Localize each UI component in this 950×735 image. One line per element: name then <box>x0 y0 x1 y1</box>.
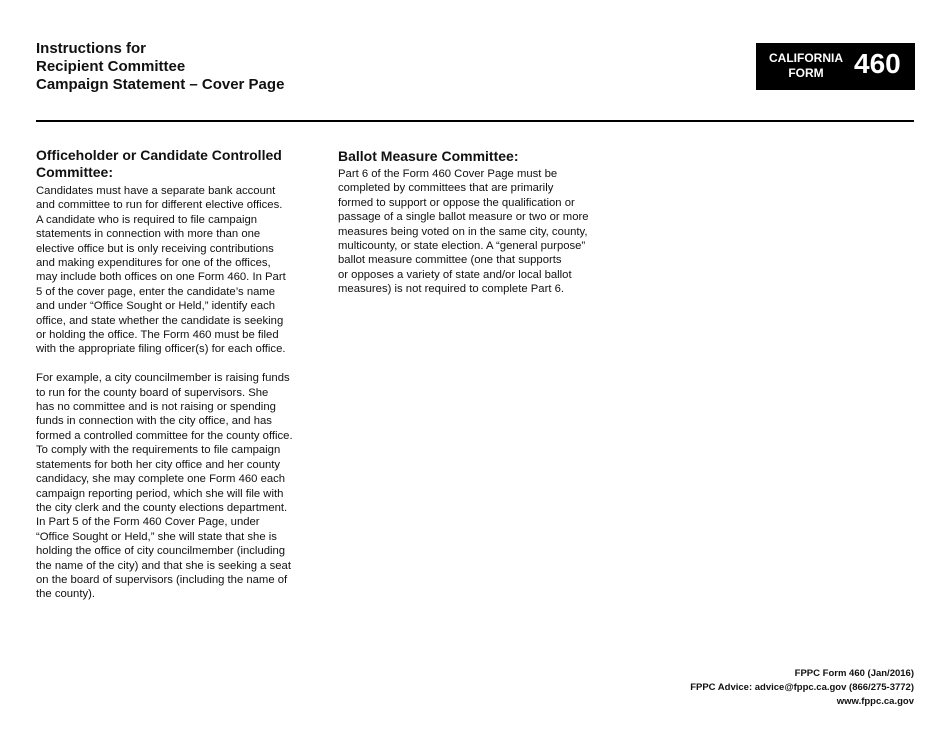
title-line: Recipient Committee <box>36 58 186 75</box>
advice-contact: FPPC Advice: advice@fppc.ca.gov (866/275-3772) <box>690 682 914 693</box>
text-line: and making expenditures for one of the offices, <box>36 257 271 270</box>
section-heading: Ballot Measure Committee: <box>338 148 519 164</box>
text-line: statements for both her city office and her county <box>36 458 281 471</box>
text-line: and committee to run for different elective offices. <box>36 199 283 212</box>
text-line: Candidates must have a separate bank account <box>36 185 276 197</box>
website: www.fppc.ca.gov <box>836 696 914 707</box>
paragraph <box>36 371 326 602</box>
text-line: measures being voted on in the same city, county, <box>338 225 588 238</box>
page-footer <box>690 667 914 709</box>
text-line: formed a controlled committee for the county office. <box>36 429 293 442</box>
text-line: multicounty, or state election. A “general purpose” <box>338 240 586 253</box>
text-line: to run for the county board of supervisors. She <box>36 386 269 399</box>
form-badge-label <box>764 51 848 81</box>
text-line: ballot measure committee (one that supports <box>338 254 562 267</box>
text-line: campaign reporting period, which she will file with <box>36 487 284 500</box>
text-line: 5 of the cover page, enter the candidate’s name <box>36 285 276 298</box>
text-line: For example, a city councilmember is raising funds <box>36 372 290 385</box>
heading-line: Committee: <box>36 164 114 180</box>
header-divider <box>36 120 914 122</box>
page-title <box>36 40 284 94</box>
text-line: the city clerk and the county elections department. <box>36 501 288 514</box>
ballot-measure-section <box>338 148 628 297</box>
text-line: and under “Office Sought or Held,” identify each <box>36 300 276 313</box>
text-line: or opposes a variety of state and/or local ballot <box>338 268 572 281</box>
paragraph-spacer <box>36 357 326 371</box>
text-line: has no committee and is not raising or spending <box>36 401 276 414</box>
text-line: holding the office of city councilmember (including <box>36 545 286 558</box>
paragraph <box>338 167 628 297</box>
text-line: the county). <box>36 588 96 601</box>
text-line: completed by committees that are primarily <box>338 182 554 195</box>
badge-label-line: FORM <box>788 66 824 80</box>
text-line: on the board of supervisors (including the name of <box>36 573 288 586</box>
text-line: funds in connection with the city office, and has <box>36 415 272 428</box>
paragraph <box>36 184 326 357</box>
text-line: Part 6 of the Form 460 Cover Page must be <box>338 168 558 180</box>
text-line: measures) is not required to complete Part 6. <box>338 283 565 296</box>
form-number: 460 <box>854 48 901 79</box>
title-line: Instructions for <box>36 40 147 57</box>
text-line: statements in connection with more than one <box>36 228 261 241</box>
text-line: To comply with the requirements to file campaign <box>36 444 281 457</box>
form-badge <box>756 43 915 90</box>
text-line: with the appropriate filing officer(s) for each office. <box>36 343 286 356</box>
text-line: A candidate who is required to file campaign <box>36 213 258 226</box>
section-heading <box>36 147 326 181</box>
badge-label-line: CALIFORNIA <box>769 51 843 65</box>
text-line: office, and state whether the candidate is seeking <box>36 314 284 327</box>
text-line: passage of a single ballot measure or two or more <box>338 211 589 224</box>
text-line: candidacy, she may complete one Form 460 each <box>36 473 286 486</box>
text-line: elective office but is only receiving contributions <box>36 242 274 255</box>
title-line: Campaign Statement – Cover Page <box>36 76 285 93</box>
text-line: formed to support or oppose the qualification or <box>338 196 575 209</box>
officeholder-section <box>36 147 326 602</box>
text-line: may include both offices on one Form 460. In Part <box>36 271 286 284</box>
heading-line: Officeholder or Candidate Controlled <box>36 147 282 163</box>
form-id: FPPC Form 460 (Jan/2016) <box>794 668 914 679</box>
text-line: In Part 5 of the Form 460 Cover Page, under <box>36 516 260 529</box>
text-line: “Office Sought or Held,” she will state that she is <box>36 530 277 543</box>
text-line: the name of the city) and that she is seeking a seat <box>36 559 291 572</box>
text-line: or holding the office. The Form 460 must be filed <box>36 329 279 342</box>
